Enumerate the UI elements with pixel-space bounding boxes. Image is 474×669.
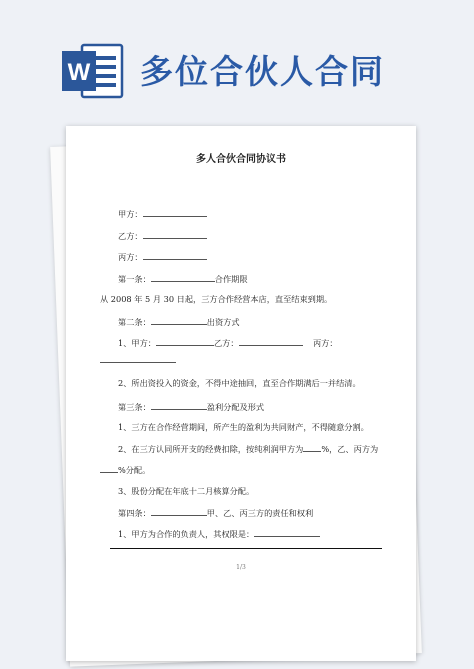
article-4-heading: 甲、乙、丙三方的责任和权利 xyxy=(206,508,314,518)
profit-2-text-b: %，乙、丙方为 xyxy=(321,444,379,454)
party-a-line xyxy=(118,208,207,220)
party-b-blank[interactable] xyxy=(143,230,207,239)
logo-letter: W xyxy=(67,59,91,86)
article-1-blank[interactable] xyxy=(151,273,215,282)
profit-2-continuation xyxy=(100,464,150,476)
banner-title: 多位合伙人合同 xyxy=(140,52,385,91)
article-3-blank[interactable] xyxy=(151,401,207,410)
profit-a-percent-blank[interactable] xyxy=(303,443,321,452)
article-2-heading: 出资方式 xyxy=(206,317,240,327)
article-4-label: 第四条： xyxy=(118,508,151,518)
contribution-2-text: 2、所出资投入的资金，不得中途抽回，直至合作期满后一并结清。 xyxy=(118,378,361,388)
page-number: 1/3 xyxy=(236,564,246,571)
profit-2-text-c: %分配。 xyxy=(118,465,151,475)
contribution-a-blank[interactable] xyxy=(156,337,214,346)
document-page xyxy=(66,126,416,661)
contribution-c-label: 丙方： xyxy=(312,338,338,348)
article-4-blank[interactable] xyxy=(151,507,207,516)
article-1-heading: 合作期限 xyxy=(214,274,248,284)
article-1-label: 第一条： xyxy=(118,274,151,284)
article-3-line xyxy=(118,401,264,413)
party-c-label: 丙方： xyxy=(118,252,143,262)
profit-1-text: 1、三方在合作经营期间，所产生的盈利为共同财产，不得随意分割。 xyxy=(118,422,369,432)
profit-3-text: 3、股份分配在年底十二月核算分配。 xyxy=(118,486,255,496)
article-2-blank[interactable] xyxy=(151,316,207,325)
party-a-blank[interactable] xyxy=(143,208,207,217)
contribution-b-blank[interactable] xyxy=(239,337,303,346)
contribution-c-continuation xyxy=(100,354,176,365)
contribution-c-blank[interactable] xyxy=(100,354,176,363)
article-4-line xyxy=(118,507,313,519)
article-1-line xyxy=(118,273,248,285)
article-3-heading: 盈利分配及形式 xyxy=(206,402,265,412)
banner xyxy=(0,0,474,120)
contribution-line xyxy=(118,337,338,349)
party-b-line xyxy=(118,230,207,242)
word-document-icon xyxy=(62,42,124,100)
article-3-label: 第三条： xyxy=(118,402,151,412)
party-b-label: 乙方： xyxy=(118,231,143,241)
duty-1-line xyxy=(118,528,320,540)
profit-2-line xyxy=(118,443,378,455)
bottom-rule xyxy=(110,548,382,549)
contribution-b-label: 乙方： xyxy=(213,338,239,348)
article-2-label: 第二条： xyxy=(118,317,151,327)
profit-bc-percent-blank[interactable] xyxy=(100,464,118,473)
article-2-line xyxy=(118,316,240,328)
document-title: 多人合伙合同协议书 xyxy=(196,154,286,165)
term-text: 从 2008 年 5 月 30 日起，三方合作经营本店，直至结束到期。 xyxy=(100,294,333,304)
contribution-1-label: 1、甲方： xyxy=(118,338,156,348)
party-c-blank[interactable] xyxy=(143,251,207,260)
profit-2-text-a: 2、在三方认同所开支的经费扣除，按纯利润甲方为 xyxy=(118,444,304,454)
party-c-line xyxy=(118,251,207,263)
duty-1-text: 1、甲方为合作的负责人，其权限是： xyxy=(118,529,255,539)
duty-1-blank[interactable] xyxy=(254,528,320,537)
party-a-label: 甲方： xyxy=(118,209,143,219)
